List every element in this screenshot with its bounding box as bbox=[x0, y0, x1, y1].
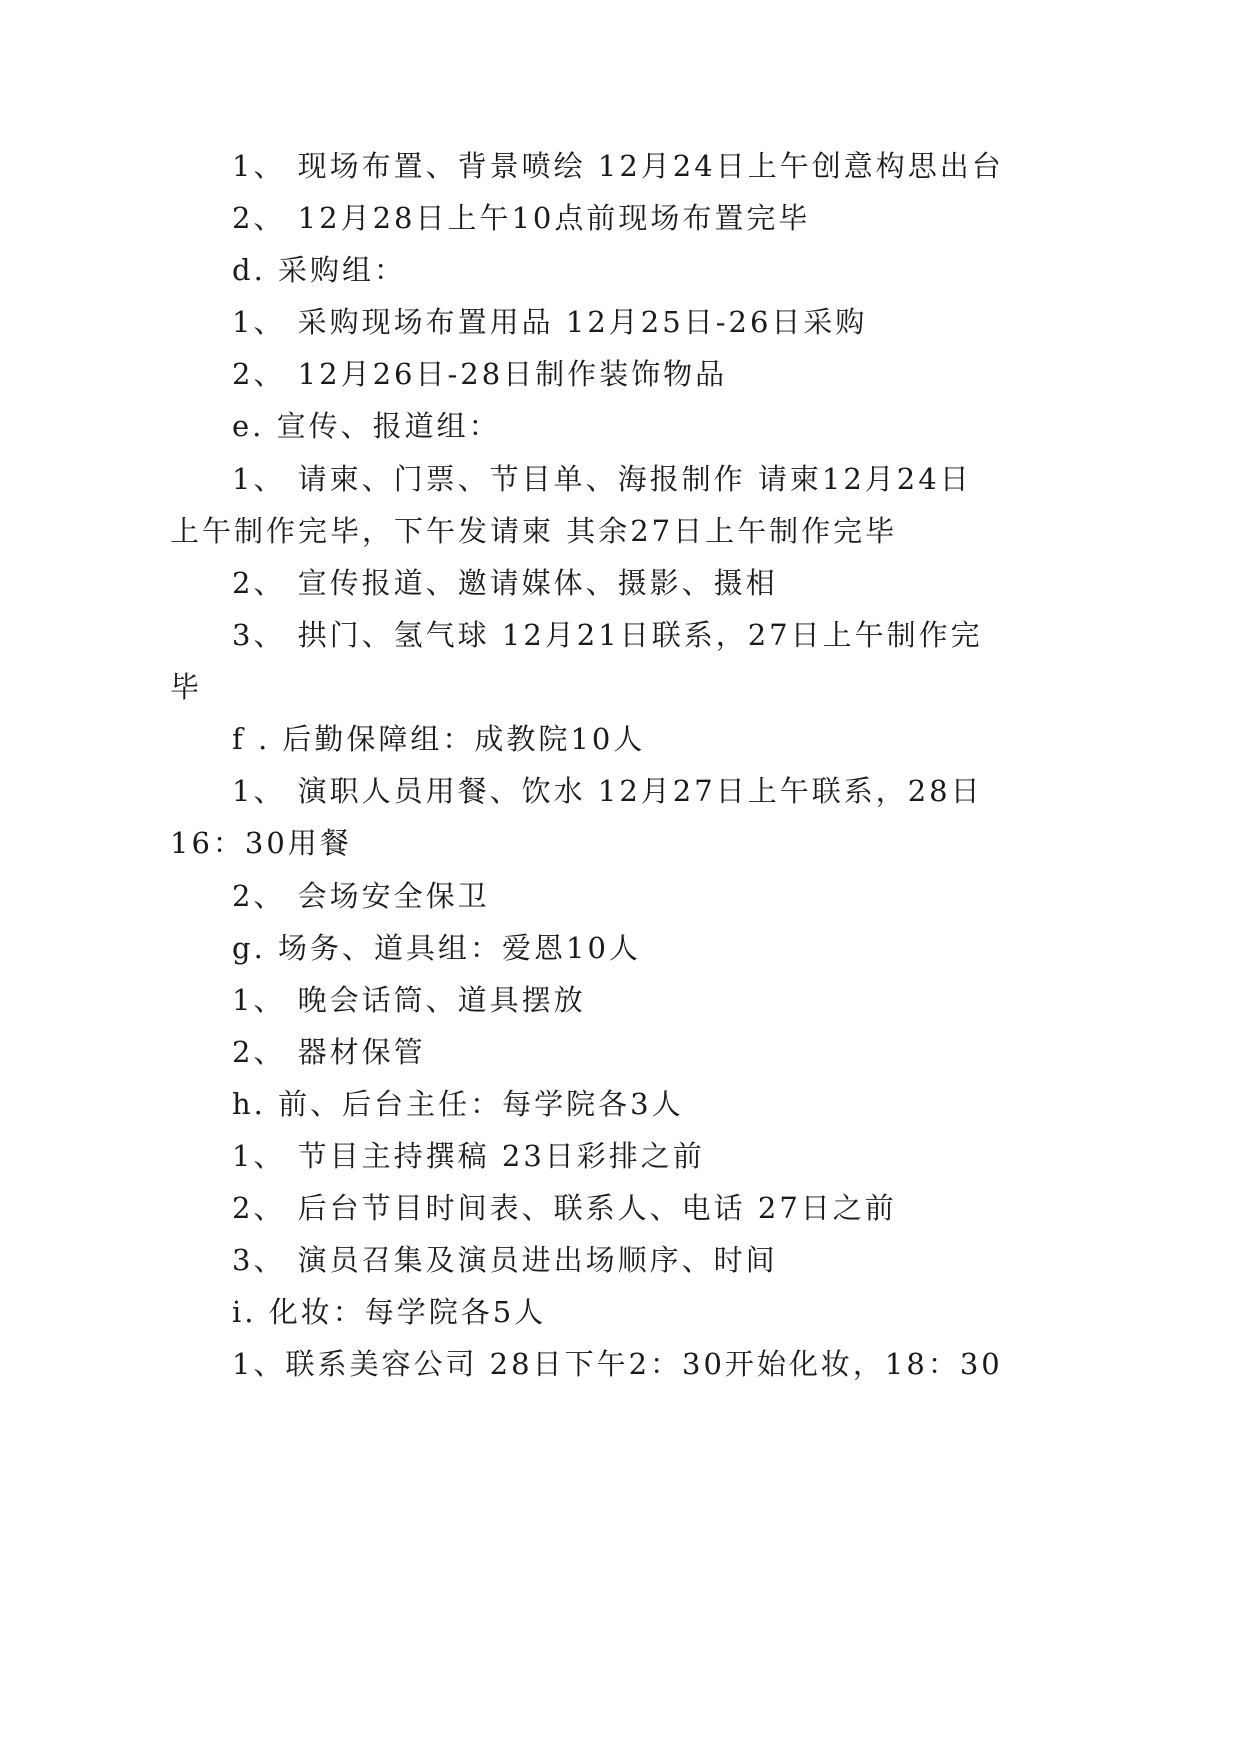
text-line-continuation: 毕 bbox=[170, 670, 203, 704]
text-line: 1、 采购现场布置用品 12月25日-26日采购 bbox=[232, 305, 868, 339]
section-heading-e: e. 宣传、报道组： bbox=[232, 409, 501, 443]
section-heading-h: h. 前、后台主任：每学院各3人 bbox=[232, 1087, 684, 1121]
text-line: 3、 拱门、氢气球 12月21日联系，27日上午制作完 bbox=[232, 618, 983, 652]
text-line: 1、 演职人员用餐、饮水 12月27日上午联系，28日 bbox=[232, 774, 983, 808]
text-line: 1、 现场布置、背景喷绘 12月24日上午创意构思出台 bbox=[232, 149, 1004, 183]
text-line: 2、 宣传报道、邀请媒体、摄影、摄相 bbox=[232, 566, 778, 600]
section-heading-i: i. 化妆：每学院各5人 bbox=[232, 1295, 547, 1329]
section-heading-g: g. 场务、道具组：爱恩10人 bbox=[232, 931, 641, 965]
text-line: 2、 12月28日上午10点前现场布置完毕 bbox=[232, 201, 811, 235]
section-heading-f: f . 后勤保障组：成教院10人 bbox=[232, 722, 646, 756]
text-line: 1、联系美容公司 28日下午2：30开始化妆，18：30 bbox=[232, 1347, 1003, 1381]
text-line: 2、 后台节目时间表、联系人、电话 27日之前 bbox=[232, 1191, 897, 1225]
section-heading-d: d. 采购组： bbox=[232, 253, 407, 287]
text-line: 1、 晚会话筒、道具摆放 bbox=[232, 983, 586, 1017]
text-line: 3、 演员召集及演员进出场顺序、时间 bbox=[232, 1243, 778, 1277]
text-line-continuation: 上午制作完毕，下午发请柬 其余27日上午制作完毕 bbox=[170, 514, 898, 548]
text-line: 2、 器材保管 bbox=[232, 1035, 426, 1069]
text-line: 2、 12月26日-28日制作装饰物品 bbox=[232, 357, 728, 391]
text-line: 1、 节目主持撰稿 23日彩排之前 bbox=[232, 1139, 705, 1173]
text-line: 2、 会场安全保卫 bbox=[232, 879, 490, 913]
text-line: 1、 请柬、门票、节目单、海报制作 请柬12月24日 bbox=[232, 462, 972, 496]
text-line-continuation: 16：30用餐 bbox=[170, 826, 352, 860]
